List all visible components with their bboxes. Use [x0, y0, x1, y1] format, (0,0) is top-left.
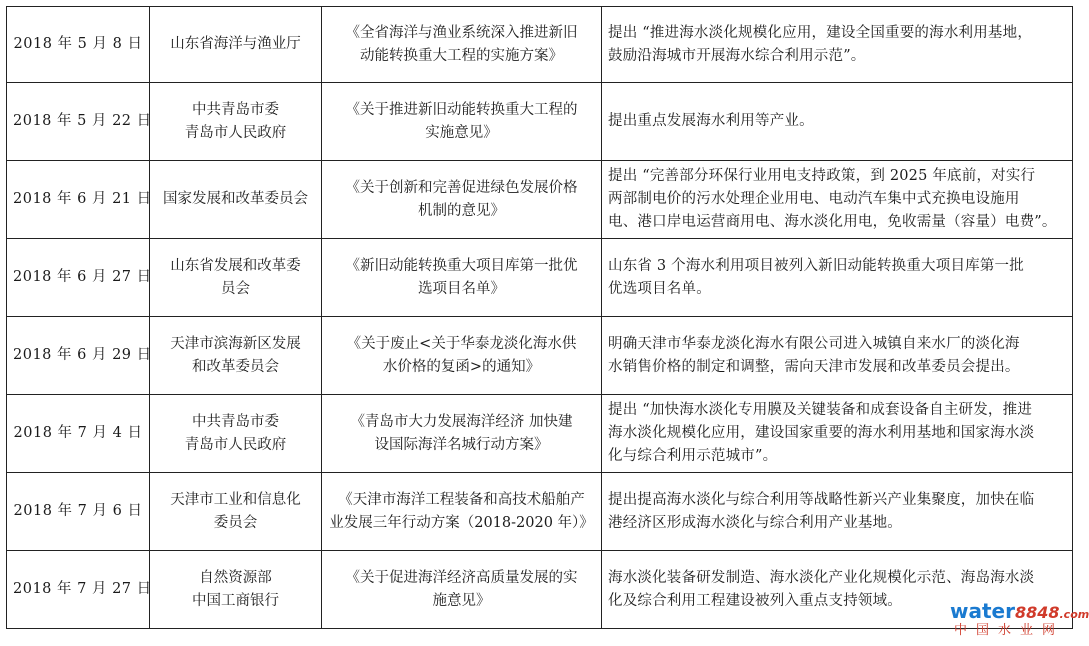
description-cell — [602, 161, 1073, 239]
date-cell: 2018 年 6 月 27 日 — [7, 239, 150, 317]
description-line: 提出 “加快海水淡化专用膜及关键装备和成套设备自主研发，推进 — [608, 402, 1033, 418]
watermark-brand-text: water — [950, 599, 1015, 623]
description-line: 提出提高海水淡化与综合利用等战略性新兴产业集聚度，加快在临 — [608, 491, 1035, 508]
description-cell — [602, 239, 1073, 317]
document-title-line: 选项目名单》 — [418, 280, 505, 297]
description-line: 提出 “完善部分环保行业用电支持政策，到 2025 年底前，对实行 — [608, 168, 1036, 184]
document-title-cell — [322, 551, 602, 629]
document-title-line: 机制的意见》 — [418, 202, 505, 219]
date-cell: 2018 年 5 月 22 日 — [7, 83, 150, 161]
document-title-cell — [322, 395, 602, 473]
watermark-brand-suffix: .com — [1059, 608, 1089, 621]
issuing-agency-line: 国家发展和改革委员会 — [163, 191, 308, 207]
issuing-agency-line: 自然资源部 — [199, 569, 272, 586]
issuing-agency-line: 天津市滨海新区发展 — [170, 335, 301, 352]
description-line: 山东省 3 个海水利用项目被列入新旧动能转换重大项目库第一批 — [608, 257, 1024, 274]
description-cell — [602, 473, 1073, 551]
document-title-cell — [322, 239, 602, 317]
document-title-line: 《关于促进海洋经济高质量发展的实 — [345, 569, 578, 586]
issuing-agency-line: 和改革委员会 — [192, 358, 279, 375]
policy-table-body — [7, 7, 1073, 629]
description-cell — [602, 83, 1073, 161]
watermark-subtitle: 中国水业网 — [954, 623, 1065, 638]
issuing-agency-line: 中国工商银行 — [192, 592, 279, 609]
document-title-line: 《天津市海洋工程装备和高技术船舶产 — [338, 491, 585, 508]
document-title-line: 施意见》 — [432, 592, 491, 609]
issuing-agency-cell — [150, 239, 322, 317]
description-line: 明确天津市华泰龙淡化海水有限公司进入城镇自来水厂的淡化海 — [608, 335, 1020, 352]
issuing-agency-cell — [150, 395, 322, 473]
document-title-cell — [322, 83, 602, 161]
date-cell: 2018 年 6 月 29 日 — [7, 317, 150, 395]
table-row — [7, 395, 1073, 473]
table-row — [7, 83, 1073, 161]
description-line: 鼓励沿海城市开展海水综合利用示范”。 — [608, 47, 866, 64]
document-title-line: 水价格的复函>的通知》 — [382, 358, 541, 375]
document-title-line: 《关于推进新旧动能转换重大工程的 — [345, 101, 578, 118]
document-title-line: 《关于创新和完善促进绿色发展价格 — [345, 179, 578, 196]
description-line: 电、港口岸电运营商用电、海水淡化用电，免收需量（容量）电费”。 — [608, 214, 1057, 230]
description-line: 两部制电价的污水处理企业用电、电动汽车集中式充换电设施用 — [608, 191, 1020, 207]
issuing-agency-line: 青岛市人民政府 — [184, 124, 287, 141]
description-cell — [602, 395, 1073, 473]
issuing-agency-line: 中共青岛市委 — [192, 101, 279, 118]
description-line: 提出重点发展海水利用等产业。 — [608, 113, 814, 129]
issuing-agency-line: 中共青岛市委 — [192, 413, 279, 430]
table-row — [7, 7, 1073, 83]
date-cell: 2018 年 5 月 8 日 — [7, 7, 150, 83]
issuing-agency-line: 委员会 — [213, 514, 258, 531]
description-line: 化与综合利用示范城市”。 — [608, 448, 778, 464]
watermark-brand-number: 8848 — [1014, 603, 1060, 622]
issuing-agency-cell — [150, 161, 322, 239]
issuing-agency-line: 天津市工业和信息化 — [170, 491, 301, 508]
date-cell: 2018 年 7 月 6 日 — [7, 473, 150, 551]
document-title-line: 《关于废止<关于华泰龙淡化海水供 — [346, 335, 577, 352]
description-line: 海水淡化装备研发制造、海水淡化产业化规模化示范、海岛海水淡 — [608, 569, 1035, 586]
description-cell — [602, 7, 1073, 83]
table-row — [7, 239, 1073, 317]
date-cell: 2018 年 7 月 27 日 — [7, 551, 150, 629]
document-title-line: 《全省海洋与渔业系统深入推进新旧 — [345, 24, 578, 41]
date-cell: 2018 年 7 月 4 日 — [7, 395, 150, 473]
issuing-agency-cell — [150, 83, 322, 161]
description-line: 水销售价格的制定和调整，需向天津市发展和改革委员会提出。 — [608, 358, 1020, 375]
document-title-line: 《新旧动能转换重大项目库第一批优 — [345, 257, 578, 274]
issuing-agency-line: 山东省海洋与渔业厅 — [170, 36, 301, 52]
table-row — [7, 473, 1073, 551]
policy-table — [6, 6, 1073, 629]
table-row — [7, 317, 1073, 395]
document-title-line: 《青岛市大力发展海洋经济 加快建 — [350, 413, 573, 430]
issuing-agency-line: 员会 — [221, 280, 250, 297]
description-line: 优选项目名单。 — [608, 280, 711, 297]
document-title-cell — [322, 473, 602, 551]
watermark-logo — [940, 599, 1089, 644]
issuing-agency-line: 山东省发展和改革委 — [170, 257, 301, 274]
document-title-line: 动能转换重大工程的实施方案》 — [360, 47, 563, 64]
document-title-line: 设国际海洋名城行动方案》 — [374, 436, 549, 453]
table-row — [7, 161, 1073, 239]
issuing-agency-cell — [150, 317, 322, 395]
document-title-cell — [322, 317, 602, 395]
issuing-agency-cell — [150, 7, 322, 83]
issuing-agency-line: 青岛市人民政府 — [184, 436, 287, 453]
description-cell — [602, 317, 1073, 395]
document-title-cell — [322, 7, 602, 83]
description-line: 提出 “推进海水淡化规模化应用，建设全国重要的海水利用基地， — [608, 24, 1033, 41]
issuing-agency-cell — [150, 551, 322, 629]
document-title-line: 业发展三年行动方案（2018-2020 年）》 — [329, 514, 594, 531]
description-line: 港经济区形成海水淡化与综合利用产业基地。 — [608, 514, 902, 531]
description-line: 海水淡化规模化应用，建设国家重要的海水利用基地和国家海水淡 — [608, 425, 1035, 441]
document-title-line: 实施意见》 — [425, 124, 498, 141]
date-cell: 2018 年 6 月 21 日 — [7, 161, 150, 239]
description-line: 化及综合利用工程建设被列入重点支持领域。 — [608, 592, 902, 609]
table-row — [7, 551, 1073, 629]
issuing-agency-cell — [150, 473, 322, 551]
document-title-cell — [322, 161, 602, 239]
